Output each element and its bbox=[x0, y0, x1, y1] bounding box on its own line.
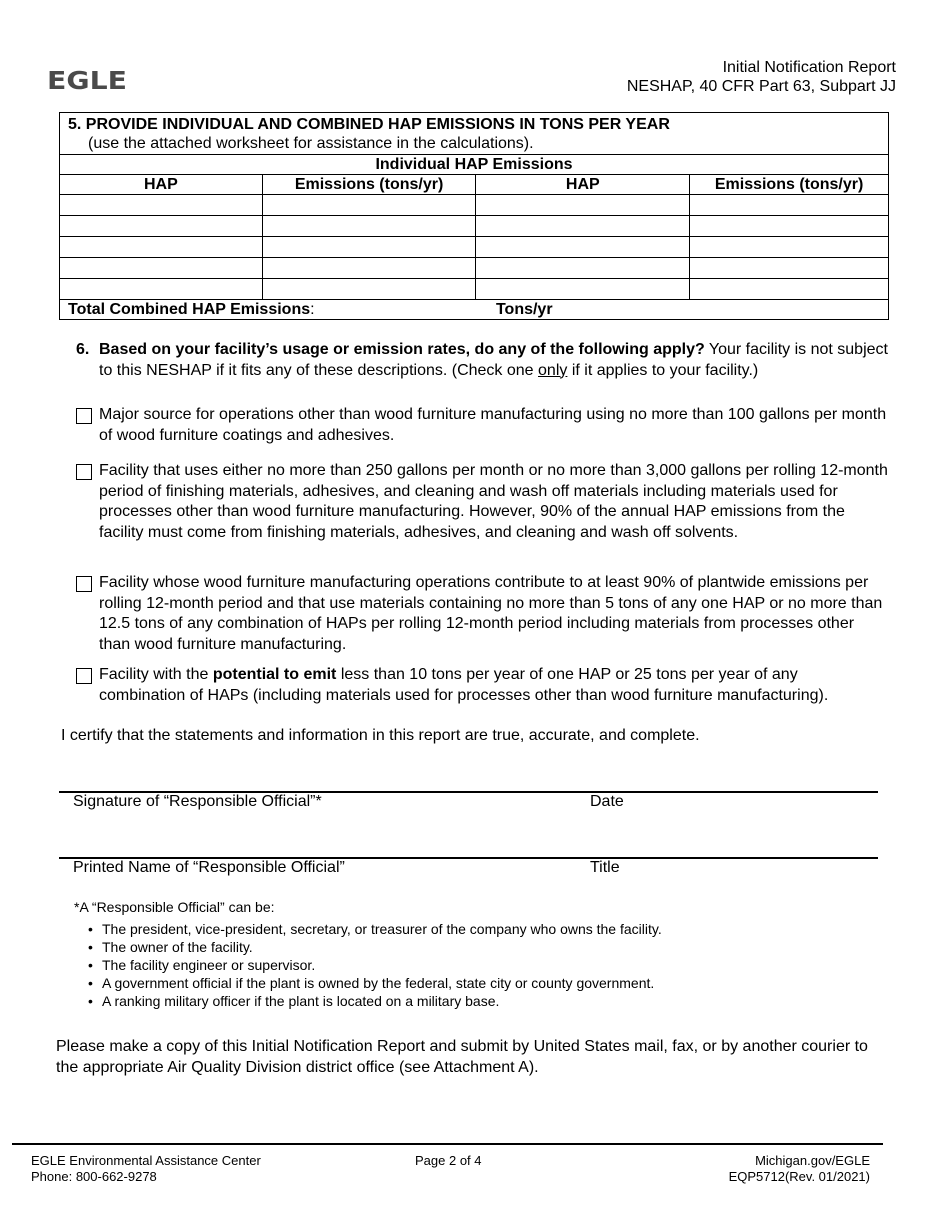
signature-label: Signature of “Responsible Official”* bbox=[73, 793, 322, 810]
emissions-cell[interactable] bbox=[690, 216, 889, 237]
section-5-note: (use the attached worksheet for assistance in the calculations). bbox=[88, 135, 534, 152]
option-potential-to-emit-text-a: Facility with the bbox=[99, 666, 213, 683]
emissions-cell[interactable] bbox=[262, 237, 476, 258]
emissions-cell[interactable] bbox=[690, 237, 889, 258]
certification-statement: I certify that the statements and information in this report are true, accurate, and complete. bbox=[61, 727, 700, 744]
column-header-hap-2: HAP bbox=[476, 175, 690, 195]
footer-page-number: Page 2 of 4 bbox=[415, 1153, 482, 1168]
list-item: • The facility engineer or supervisor. bbox=[88, 956, 662, 974]
total-combined-label bbox=[60, 300, 476, 320]
footer-divider bbox=[12, 1143, 883, 1145]
table-row bbox=[60, 216, 889, 237]
emissions-cell[interactable] bbox=[690, 279, 889, 300]
section-6-instruction-a: Your facility is not subject to this NESHAP if it fits any of these descriptions. (Check one bbox=[99, 341, 888, 379]
egle-logo bbox=[47, 68, 127, 92]
hap-name-cell[interactable] bbox=[476, 237, 690, 258]
column-header-emissions-2: Emissions (tons/yr) bbox=[690, 175, 889, 195]
section-6-number: 6. bbox=[76, 341, 90, 358]
option-potential-to-emit-checkbox[interactable] bbox=[76, 668, 92, 684]
table-header-row bbox=[60, 175, 889, 195]
document-header bbox=[627, 58, 896, 96]
egle-logo-text: EGLE bbox=[47, 68, 127, 92]
list-item: • The owner of the facility. bbox=[88, 938, 662, 956]
section-5-heading: 5. PROVIDE INDIVIDUAL AND COMBINED HAP EMISSIONS IN TONS PER YEAR bbox=[68, 116, 670, 133]
column-header-hap-1: HAP bbox=[60, 175, 263, 195]
footer-left bbox=[31, 1153, 261, 1185]
option-major-source bbox=[76, 405, 888, 446]
option-wood-furniture-90-text: Facility whose wood furniture manufacturing operations contribute to at least 90% of plantwide emissions per rolling 12-month period and that use materials containing no more than 5 tons of any one HAP or no more than 12.5 tons of any combination of HAPs per rolling 12-month period including materials from processes other than wood furniture manufacturing. bbox=[99, 574, 883, 653]
section-6-question bbox=[76, 340, 888, 381]
emissions-cell[interactable] bbox=[262, 258, 476, 279]
table-row bbox=[60, 237, 889, 258]
emissions-cell[interactable] bbox=[262, 279, 476, 300]
title-label: Title bbox=[590, 859, 620, 876]
individual-hap-subheading: Individual HAP Emissions bbox=[60, 155, 889, 175]
date-label: Date bbox=[590, 793, 624, 810]
hap-name-cell[interactable] bbox=[476, 258, 690, 279]
footer-form-id: EQP5712(Rev. 01/2021) bbox=[728, 1169, 870, 1184]
total-combined-colon: : bbox=[310, 300, 315, 318]
option-potential-to-emit-bold: potential to emit bbox=[212, 666, 337, 683]
option-wood-furniture-90 bbox=[76, 573, 888, 655]
option-wood-furniture-90-checkbox[interactable] bbox=[76, 576, 92, 592]
hap-name-cell[interactable] bbox=[60, 258, 263, 279]
total-combined-spacer bbox=[690, 300, 889, 320]
list-item: • A ranking military officer if the plant is located on a military base. bbox=[88, 992, 662, 1010]
option-potential-to-emit bbox=[76, 665, 888, 706]
hap-name-cell[interactable] bbox=[60, 279, 263, 300]
responsible-official-list bbox=[88, 920, 662, 1010]
list-item: • A government official if the plant is owned by the federal, state city or county government. bbox=[88, 974, 662, 992]
option-major-source-text: Major source for operations other than wood furniture manufacturing using no more than 100 gallons per month of wood furniture coatings and adhesives. bbox=[99, 406, 887, 444]
option-low-usage-text: Facility that uses either no more than 250 gallons per month or no more than 3,000 gallons per rolling 12-month period of finishing materials, adhesives, and cleaning and wash off materials including materials used for processes other than wood furniture manufacturing. However, 90% of the annual HAP emissions from the facility must come from finishing materials, adhesives, and cleaning and wash off solvents. bbox=[99, 462, 888, 541]
hap-name-cell[interactable] bbox=[476, 216, 690, 237]
section-6-question-text: Based on your facility’s usage or emission rates, do any of the following apply? bbox=[99, 341, 705, 358]
total-combined-row bbox=[60, 300, 889, 320]
option-major-source-checkbox[interactable] bbox=[76, 408, 92, 424]
responsible-official-intro: *A “Responsible Official” can be: bbox=[74, 899, 275, 915]
table-row bbox=[60, 279, 889, 300]
section-6-instruction-b: if it applies to your facility.) bbox=[567, 361, 759, 379]
total-combined-label-text: Total Combined HAP Emissions bbox=[68, 300, 311, 318]
emissions-cell[interactable] bbox=[690, 195, 889, 216]
section-6-instruction-only: only bbox=[538, 361, 568, 379]
table-row bbox=[60, 195, 889, 216]
footer-website: Michigan.gov/EGLE bbox=[755, 1153, 870, 1168]
table-row bbox=[60, 258, 889, 279]
hap-name-cell[interactable] bbox=[60, 216, 263, 237]
hap-name-cell[interactable] bbox=[476, 195, 690, 216]
emissions-cell[interactable] bbox=[262, 216, 476, 237]
submission-instructions: Please make a copy of this Initial Notification Report and submit by United States mail, fax, or by another courier to the appropriate Air Quality Division district office (see Attachment A). bbox=[56, 1038, 868, 1076]
printed-name-label: Printed Name of “Responsible Official” bbox=[73, 859, 345, 876]
section-5-header bbox=[60, 113, 889, 155]
hap-name-cell[interactable] bbox=[476, 279, 690, 300]
regulation-reference: NESHAP, 40 CFR Part 63, Subpart JJ bbox=[626, 78, 896, 95]
report-title: Initial Notification Report bbox=[722, 59, 896, 76]
footer-org: EGLE Environmental Assistance Center bbox=[31, 1153, 261, 1168]
option-low-usage-checkbox[interactable] bbox=[76, 464, 92, 480]
hap-name-cell[interactable] bbox=[60, 195, 263, 216]
list-item: • The president, vice-president, secretary, or treasurer of the company who owns the facility. bbox=[88, 920, 662, 938]
hap-emissions-table bbox=[59, 112, 889, 320]
hap-name-cell[interactable] bbox=[60, 237, 263, 258]
footer-right bbox=[729, 1153, 870, 1185]
column-header-emissions-1: Emissions (tons/yr) bbox=[262, 175, 476, 195]
footer-phone: Phone: 800-662-9278 bbox=[31, 1169, 157, 1184]
emissions-cell[interactable] bbox=[690, 258, 889, 279]
total-combined-unit: Tons/yr bbox=[476, 300, 690, 320]
emissions-cell[interactable] bbox=[262, 195, 476, 216]
option-potential-to-emit-text-b: less than 10 tons per year of one HAP or 25 tons per year of any combination of HAPs (including materials used for processes other than wood furniture manufacturing). bbox=[99, 666, 829, 704]
option-low-usage bbox=[76, 461, 888, 543]
